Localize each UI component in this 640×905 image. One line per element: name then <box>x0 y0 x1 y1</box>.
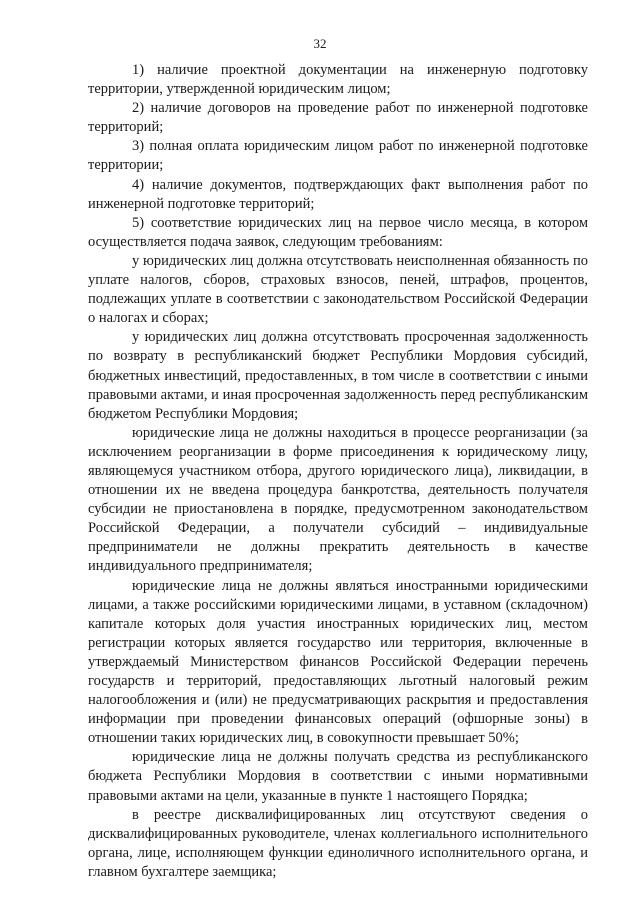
paragraph-item-1: 1) наличие проектной документации на инженерную подготовку территории, утвержденной юридическим лицом; <box>88 62 588 98</box>
document-body <box>88 61 588 882</box>
paragraph-item-3: 3) полная оплата юридическим лицом работ по инженерной подготовке территории; <box>88 138 588 174</box>
paragraph-item-2: 2) наличие договоров на проведение работ по инженерной подготовке территорий; <box>88 100 588 136</box>
requirement-no-disqualified-persons: в реестре дисквалифицированных лиц отсутствуют сведения о дисквалифицированных руководителе, членах коллегиального исполнительного органа, лице, исполняющем функции единоличного исполнительного органа, и главном бухгалтере заемщика; <box>88 806 588 880</box>
paragraph-item-4: 4) наличие документов, подтверждающих факт выполнения работ по инженерной подготовке территорий; <box>88 176 588 212</box>
paragraph-item-5: 5) соответствие юридических лиц на первое число месяца, в котором осуществляется подача заявок, следующим требованиям: <box>88 214 588 250</box>
requirement-no-tax-debt: у юридических лиц должна отсутствовать неисполненная обязанность по уплате налогов, сборов, страховых взносов, пеней, штрафов, процентов, подлежащих уплате в соответствии с законодательством Российской Федерации о налогах и сборах; <box>88 252 588 327</box>
page-number: 32 <box>313 36 327 51</box>
requirement-no-other-funding: юридические лица не должны получать средства из республиканского бюджета Республики Мордовия в соответствии с иными нормативными правовыми актами на цели, указанные в пункте 1 настоящего Порядка; <box>88 749 588 804</box>
requirement-no-overdue-debt: у юридических лиц должна отсутствовать просроченная задолженность по возврату в республиканский бюджет Республики Мордовия субсидий, бюджетных инвестиций, предоставленных, в том числе в соответствии с иными правовыми актами, и иная просроченная задолженность перед республиканским бюджетом Республики Мордовия; <box>88 329 588 422</box>
requirement-no-reorganization: юридические лица не должны находиться в процессе реорганизации (за исключением реорганизации в форме присоединения к юридическому лицу, являющемуся участником отбора, другого юридического лица), ликвидации, в отношении их не введена процедура банкротства, деятельность получателя субсидии не приостановлена в порядке, предусмотренном законодательством Российской Федерации, а получатели субсидий – индивидуальные предприниматели не должны прекратить деятельность в качестве индивидуального предпринимателя; <box>88 424 588 575</box>
requirement-not-foreign-entity: юридические лица не должны являться иностранными юридическими лицами, а также российскими юридическими лицами, в уставном (складочном) капитале которых доля участия иностранных юридических лиц, местом регистрации которых является государство или территория, включенные в утверждаемый Министерством финансов Российской Федерации перечень государств и территорий, предоставляющих льготный налоговый режим налогообложения и (или) не предусматривающих раскрытия и предоставления информации при проведении финансовых операций (офшорные зоны) в отношении таких юридических лиц, в совокупности превышает 50%; <box>88 577 588 747</box>
